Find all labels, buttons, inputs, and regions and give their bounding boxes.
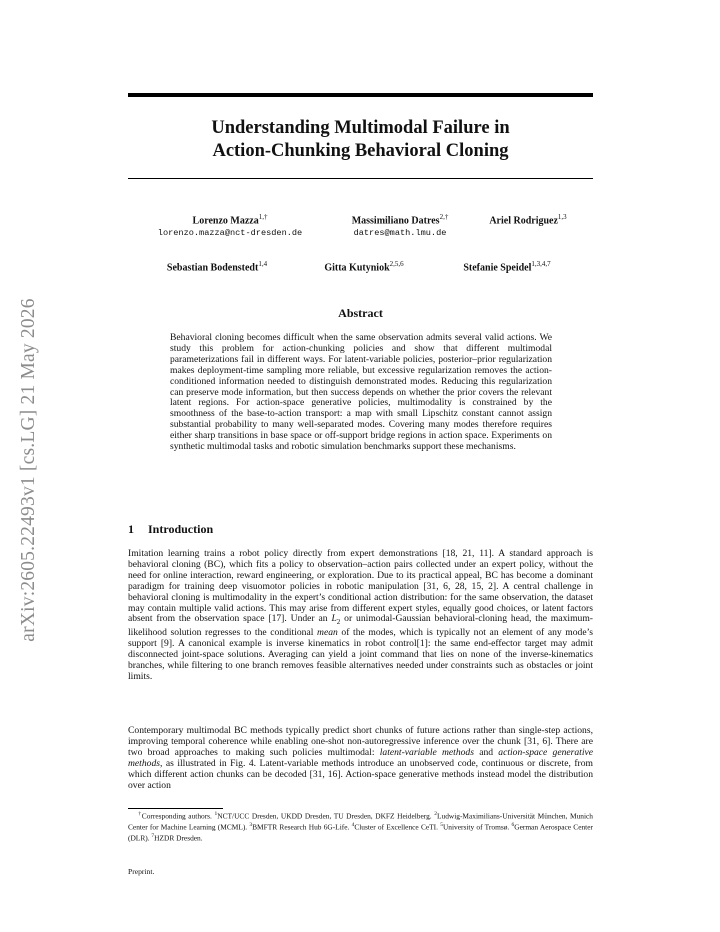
intro-paragraph-2 <box>128 726 593 791</box>
abstract-heading: Abstract <box>338 306 383 320</box>
author-affiliation: 1,4 <box>258 260 268 268</box>
preprint-label: Preprint. <box>128 867 155 876</box>
text-span: or unimodal-Gaussian behavioral-cloning head, the maximum-likelihood solution regresses to the conditional <box>128 613 593 639</box>
footnote-mark: 4 <box>351 821 355 828</box>
emphasis: action-space generative methods <box>128 746 594 769</box>
footnote-text: Corresponding authors. <box>141 811 215 821</box>
author-block <box>447 258 567 274</box>
footnote-mark: 3 <box>249 821 253 828</box>
author-affiliation: 1,† <box>258 213 268 221</box>
footnote-text: University of Tromsø. <box>442 822 512 832</box>
footnote-rule <box>128 808 223 809</box>
author-name: Massimiliano Datres <box>351 215 440 227</box>
footnote-text: Cluster of Excellence CeTI. <box>354 822 441 832</box>
author-block <box>332 211 468 239</box>
title-bottom-rule <box>128 178 593 179</box>
author-name: Stefanie Speidel <box>463 262 532 274</box>
author-email: datres@math.lmu.de <box>353 228 447 239</box>
arxiv-id: arXiv:2605.22493v1 [cs.LG] 21 May 2026 <box>18 298 39 642</box>
footnote-text: Ludwig-Maximilians-Universität München, Munich Center for Machine Learning (MCML). <box>128 811 594 832</box>
footnote-text: German Aerospace Center (DLR). <box>128 822 593 843</box>
text-span: of the modes, which is typically not an element of any mode’s support [9]. A canonical example is inverse kinematics in robot control[1]: the same end-effector target may admit disconnected joint-space solutions. Averaging can yield a joint command that lies on none of the inverse-kinematics branches, while filtering to one branch removes feasible alternatives needed under constraints such as obstacles or joint limits. <box>128 627 593 682</box>
section-number: 1 <box>128 522 134 536</box>
footnote-mark: 1 <box>214 811 218 817</box>
text-span: Contemporary multimodal BC methods typically predict short chunks of future actions rather than single-step actions, improving temporal coherence while enabling one-shot non-autoregressive inference over the chunk [31, 6]. There are two broad approaches to making such policies multimodal: <box>128 725 593 758</box>
section-title: Introduction <box>148 522 214 536</box>
author-name: Lorenzo Mazza <box>192 215 259 227</box>
section-heading <box>128 522 213 537</box>
math-subscript: 2 <box>336 618 341 627</box>
text-span: Imitation learning trains a robot policy directly from expert demonstrations [18, 21, 11]. A standard approach is behavioral cloning (BC), which fits a policy to observation–action pairs collected under an expert policy, without the need for online interaction, reward engineering, or exploration. Due to its practical appeal, BC has become a dominant paradigm for training deep visuomotor policies in robotic manipulation [31, 6, 28, 15, 2]. A central challenge in behavioral cloning is multimodality in the expert’s conditional action distribution: for the same observation, the dataset may contain multiple valid actions. This may arise from different expert styles, equally good choices, or latent factors absent from the observation space [17]. Under an <box>128 548 593 625</box>
author-name: Sebastian Bodenstedt <box>166 262 259 274</box>
paper-title: Understanding Multimodal Failure in Action-Chunking Behavioral Cloning <box>211 118 510 161</box>
intro-paragraph-1 <box>128 549 593 683</box>
author-affiliation: 1,3,4,7 <box>531 260 551 268</box>
author-block <box>478 211 578 227</box>
footnote-text: BMFTR Research Hub 6G-Life. <box>252 822 352 832</box>
author-block <box>142 211 318 239</box>
emphasis: mean <box>317 627 338 639</box>
author-affiliation: 2,† <box>439 213 449 221</box>
footnote-text: NCT/UCC Dresden, UKDD Dresden, TU Dresden, DKFZ Heidelberg. <box>217 811 435 821</box>
footnote-mark: 7 <box>151 832 155 839</box>
footnote-mark: 2 <box>434 811 437 817</box>
math-symbol: L <box>331 613 337 625</box>
author-name: Ariel Rodriguez <box>489 215 558 227</box>
abstract-text: Behavioral cloning becomes difficult when the same observation admits several valid actions. We study this problem for action-chunking policies and show that different multimodal parameterizations fail in different ways. For latent-variable policies, posterior–prior regularization makes deployment-time sampling more reliable, but excessive regularization removes the action-conditioned information needed to distinguish demonstrated modes. Reducing this regularization can preserve mode information, but then success depends on whether the prior covers the relevant latent regions. For action-space generative policies, multimodality is constrained by the smoothness of the base-to-action transport: a map with small Lipschitz constant cannot assign substantial probability to many well-separated modes. Covering many modes therefore requires either sharp transitions in base space or off-support bridge regions in action space. Experiments on synthetic multimodal tasks and robotic simulation benchmarks support these mechanisms. <box>170 332 552 453</box>
emphasis: latent-variable methods <box>379 746 474 758</box>
author-affiliation: 1,3 <box>557 213 567 221</box>
author-block <box>311 258 417 274</box>
title-top-rule <box>128 93 593 97</box>
footnote <box>128 810 593 843</box>
text-span: , as illustrated in Fig. 4. Latent-variable methods introduce an unobserved code, continuous or discrete, from which different action chunks can be decoded [31, 16]. Action-space generative methods instead model the distribution over action <box>128 757 593 791</box>
author-name: Gitta Kutyniok <box>324 262 390 274</box>
text-span: and <box>473 746 499 758</box>
footnote-mark: † <box>138 811 142 817</box>
footnote-mark: 5 <box>440 821 443 828</box>
author-block <box>152 258 282 274</box>
author-email: lorenzo.mazza@nct-dresden.de <box>157 228 303 239</box>
author-affiliation: 2,5,6 <box>389 260 404 268</box>
footnote-text: HZDR Dresden. <box>154 833 203 843</box>
footnote-mark: 6 <box>511 821 515 828</box>
